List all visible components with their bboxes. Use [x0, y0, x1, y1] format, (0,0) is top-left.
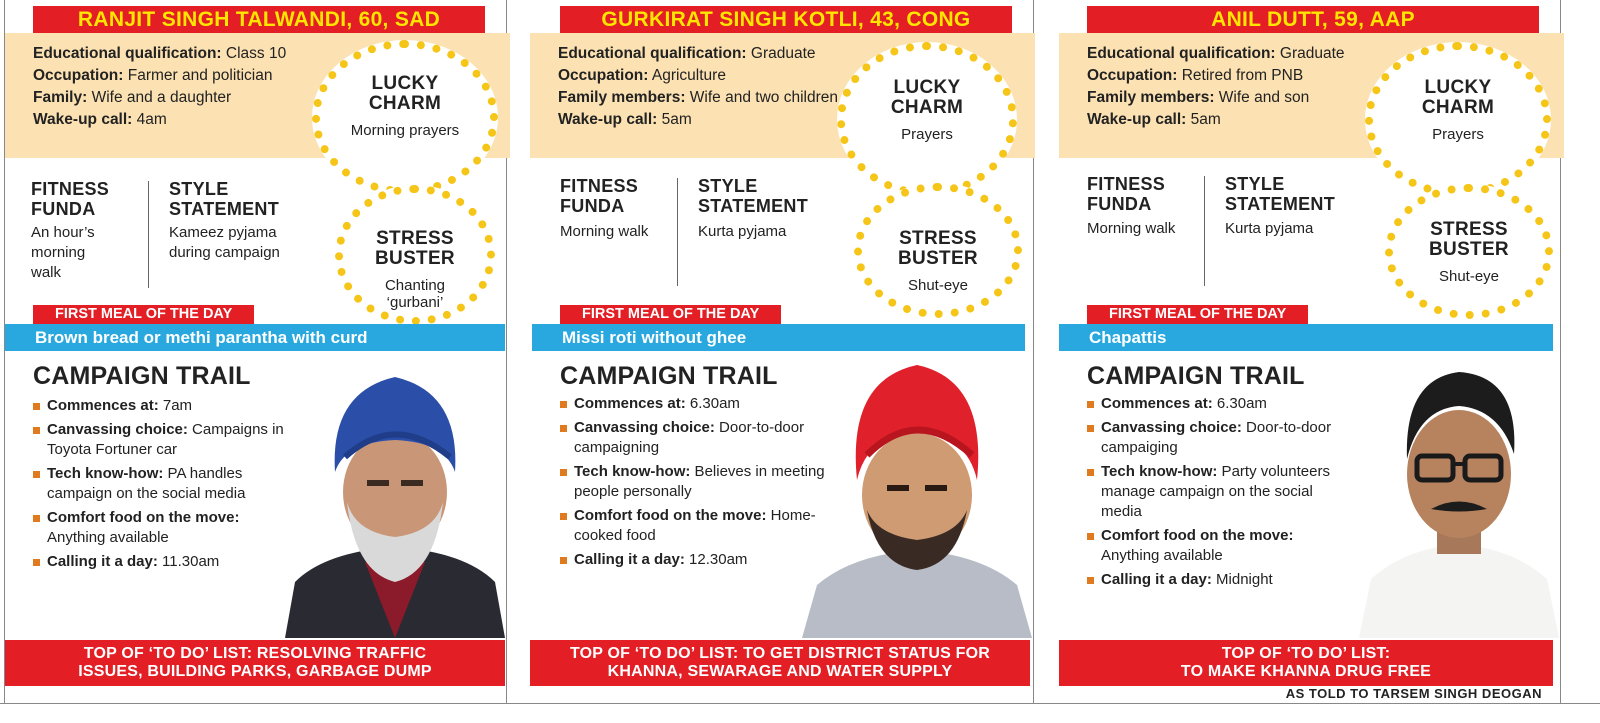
list-item: Comfort food on the move: Anything available	[33, 508, 293, 548]
info-line-family: Family members: Wife and two children	[558, 89, 838, 106]
candidate-panel-1	[5, 0, 510, 703]
todo-banner: TOP OF ‘TO DO’ LIST: TO GET DISTRICT STATUS FOR KHANNA, SEWARAGE AND WATER SUPPLY	[530, 640, 1030, 686]
list-item: Comfort food on the move: Anything available	[1087, 526, 1352, 566]
info-line-wakeup: Wake-up call: 4am	[33, 111, 167, 128]
lucky-charm-circle: LUCKY CHARM Prayers	[1365, 42, 1551, 197]
meal-label: FIRST MEAL OF THE DAY	[33, 305, 254, 324]
candidate-portrait	[285, 362, 505, 638]
campaign-trail-list	[560, 394, 830, 574]
candidate-name: GURKIRAT SINGH KOTLI, 43, CONG	[560, 6, 1012, 33]
list-item: Canvassing choice: Door-to-door campaiging	[1087, 418, 1352, 458]
divider	[1204, 176, 1205, 286]
style-text: Kameez pyjama during campaign	[169, 224, 280, 261]
meal-bar: Missi roti without ghee	[532, 324, 1025, 351]
info-line-occupation: Occupation: Farmer and politician	[33, 67, 273, 84]
divider	[677, 178, 678, 286]
fitness-text: Morning walk	[560, 223, 649, 240]
style-heading: STYLE STATEMENT	[698, 176, 809, 216]
style-text: Kurta pyjama	[698, 223, 787, 240]
fitness-text: An hour’s morning walk	[31, 224, 95, 281]
stress-buster-circle: STRESS BUSTER Shut-eye	[854, 183, 1022, 318]
list-item: Canvassing choice: Door-to-door campaigning	[560, 418, 830, 458]
list-item: Commences at: 6.30am	[1087, 394, 1352, 414]
info-line-education: Educational qualification: Graduate	[558, 45, 816, 62]
info-line-occupation: Occupation: Retired from PNB	[1087, 67, 1304, 84]
campaign-trail-title: CAMPAIGN TRAIL	[33, 362, 251, 390]
candidate-panel-3	[1059, 0, 1564, 703]
lucky-charm-circle: LUCKY CHARM Morning prayers	[312, 40, 498, 195]
style-heading: STYLE STATEMENT	[169, 179, 280, 219]
info-line-wakeup: Wake-up call: 5am	[1087, 111, 1221, 128]
candidate-name: RANJIT SINGH TALWANDI, 60, SAD	[33, 6, 485, 33]
list-item: Commences at: 7am	[33, 396, 293, 416]
list-item: Canvassing choice: Campaigns in Toyota Fortuner car	[33, 420, 293, 460]
fitness-heading: FITNESS FUNDA	[560, 176, 639, 216]
info-line-wakeup: Wake-up call: 5am	[558, 111, 692, 128]
info-line-education: Educational qualification: Class 10	[33, 45, 287, 62]
credit-line: AS TOLD TO TARSEM SINGH DEOGAN	[1285, 686, 1542, 701]
campaign-trail-title: CAMPAIGN TRAIL	[1087, 362, 1305, 390]
meal-bar: Brown bread or methi parantha with curd	[5, 324, 505, 351]
style-text: Kurta pyjama	[1225, 220, 1314, 237]
divider	[148, 181, 149, 288]
list-item: Tech know-how: PA handles campaign on the social media	[33, 464, 293, 504]
list-item: Tech know-how: Party volunteers manage campaign on the social media	[1087, 462, 1352, 522]
candidate-panel-2	[532, 0, 1037, 703]
fitness-heading: FITNESS FUNDA	[1087, 174, 1166, 214]
list-item: Comfort food on the move: Home-cooked food	[560, 506, 830, 546]
candidate-portrait	[1359, 364, 1559, 638]
meal-label: FIRST MEAL OF THE DAY	[560, 305, 781, 324]
style-heading: STYLE STATEMENT	[1225, 174, 1336, 214]
todo-banner: TOP OF ‘TO DO’ LIST: RESOLVING TRAFFIC ISSUES, BUILDING PARKS, GARBAGE DUMP	[5, 640, 505, 686]
campaign-trail-list	[33, 396, 293, 576]
info-line-family: Family members: Wife and son	[1087, 89, 1310, 106]
candidate-portrait	[802, 360, 1032, 638]
stress-buster-circle: STRESS BUSTER Chanting ‘gurbani’	[335, 185, 495, 325]
campaign-trail-title: CAMPAIGN TRAIL	[560, 362, 778, 390]
list-item: Calling it a day: 11.30am	[33, 552, 293, 572]
fitness-text: Morning walk	[1087, 220, 1176, 237]
meal-bar: Chapattis	[1059, 324, 1553, 351]
candidate-name: ANIL DUTT, 59, AAP	[1087, 6, 1539, 33]
list-item: Commences at: 6.30am	[560, 394, 830, 414]
info-line-family: Family: Wife and a daughter	[33, 89, 232, 106]
list-item: Tech know-how: Believes in meeting people personally	[560, 462, 830, 502]
bottom-rule	[0, 703, 1600, 704]
todo-banner: TOP OF ‘TO DO’ LIST: TO MAKE KHANNA DRUG FREE	[1059, 640, 1553, 686]
meal-label: FIRST MEAL OF THE DAY	[1087, 305, 1308, 324]
list-item: Calling it a day: Midnight	[1087, 570, 1352, 590]
fitness-heading: FITNESS FUNDA	[31, 179, 110, 219]
info-line-occupation: Occupation: Agriculture	[558, 67, 726, 84]
info-line-education: Educational qualification: Graduate	[1087, 45, 1345, 62]
lucky-charm-circle: LUCKY CHARM Prayers	[837, 42, 1017, 197]
campaign-trail-list	[1087, 394, 1352, 594]
stress-buster-circle: STRESS BUSTER Shut-eye	[1385, 184, 1553, 319]
list-item: Calling it a day: 12.30am	[560, 550, 830, 570]
